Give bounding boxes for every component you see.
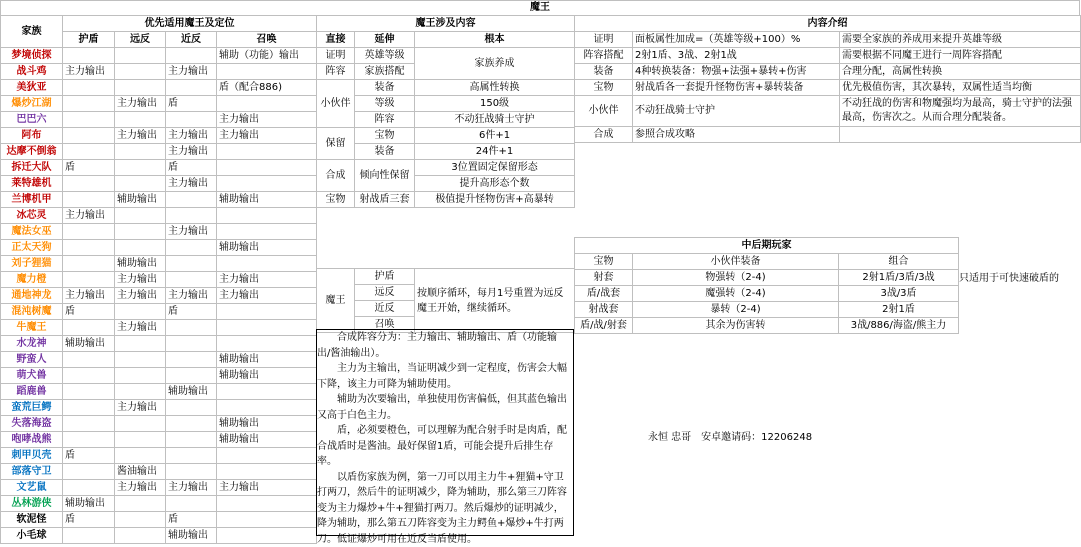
family-header[interactable]: 家族 [1,16,63,48]
family-role-cell[interactable]: 盾 [63,448,115,464]
family-name[interactable]: 魔力橙 [1,272,63,288]
family-row [1,528,317,544]
family-role-cell[interactable] [217,256,317,272]
family-role-cell[interactable]: 主力输出 [217,288,317,304]
intro-cell[interactable]: 合理分配，高属性转换 [840,64,1081,80]
involve-header[interactable]: 魔王涉及内容 [317,16,575,32]
family-role-cell[interactable] [63,144,115,160]
family-role-cell[interactable]: 盾（配合886) [217,80,317,96]
involve-col-extend[interactable]: 延伸 [355,32,415,48]
family-role-cell[interactable] [63,112,115,128]
family-col-header[interactable]: 护盾 [63,32,115,48]
family-row [1,208,317,224]
family-role-cell[interactable] [166,464,217,480]
family-role-cell[interactable] [115,160,166,176]
family-role-cell[interactable] [63,48,115,64]
family-role-cell[interactable] [115,432,166,448]
involve-cell[interactable]: 宝物 [355,128,415,144]
family-role-cell[interactable]: 辅助输出 [217,416,317,432]
family-role-cell[interactable]: 主力输出 [115,128,166,144]
family-row [1,240,317,256]
family-role-cell[interactable]: 辅助输出 [217,192,317,208]
family-role-cell[interactable]: 辅助输出 [217,352,317,368]
intro-cell[interactable]: 需要全家族的养成用来提升英雄等级 [840,32,1081,48]
family-row [1,144,317,160]
family-role-cell[interactable]: 主力输出 [217,128,317,144]
note-paragraph: 盾，必须要橙色，可以理解为配合射手时是肉盾，配合战盾时是酱油。最好保留1盾，可能会提升后排生存率。 [317,423,569,470]
family-role-cell[interactable] [166,112,217,128]
involve-cell[interactable]: 射战盾三套 [355,192,415,208]
family-row [1,96,317,112]
family-row [1,48,317,64]
mid-late-table [574,237,959,334]
mid-late-col-gear[interactable]: 小伙伴装备 [633,254,839,270]
mid-late-cell[interactable]: 3战/886/海盗/熊主力 [839,318,959,334]
family-role-cell[interactable] [166,352,217,368]
mid-late-cell[interactable]: 2射1盾 [839,302,959,318]
family-col-header[interactable]: 近反 [166,32,217,48]
mid-late-header[interactable]: 中后期玩家 [575,238,959,254]
family-role-cell[interactable]: 主力输出 [63,64,115,80]
family-role-cell[interactable]: 主力输出 [166,288,217,304]
involve-cell[interactable]: 装备 [355,144,415,160]
family-role-cell[interactable] [166,240,217,256]
family-name[interactable]: 小毛球 [1,528,63,544]
family-role-cell[interactable] [217,512,317,528]
intro-header[interactable]: 内容介绍 [575,16,1081,32]
family-role-cell[interactable] [63,320,115,336]
family-role-cell[interactable]: 盾 [166,512,217,528]
family-name[interactable]: 萌犬兽 [1,368,63,384]
family-role-cell[interactable] [63,240,115,256]
family-role-cell[interactable]: 主力输出 [217,272,317,288]
family-role-cell[interactable]: 辅助输出 [115,192,166,208]
family-role-cell[interactable] [217,496,317,512]
family-row [1,288,317,304]
intro-cell[interactable]: 合成 [575,127,633,143]
intro-cell[interactable]: 面板属性加成=（英雄等级+100）% [633,32,840,48]
family-role-cell[interactable]: 盾 [166,96,217,112]
family-row [1,416,317,432]
involve-table [316,15,575,208]
family-role-cell[interactable] [217,160,317,176]
family-role-cell[interactable] [63,400,115,416]
family-name[interactable]: 莱特雄机 [1,176,63,192]
involve-cell[interactable]: 150级 [415,96,575,112]
family-role-cell[interactable] [217,464,317,480]
intro-table [574,15,1081,143]
family-row [1,384,317,400]
family-role-cell[interactable] [63,96,115,112]
family-role-cell[interactable] [217,304,317,320]
involve-cell[interactable]: 提升高形态个数 [415,176,575,192]
family-row [1,368,317,384]
family-role-cell[interactable] [166,432,217,448]
mid-late-col-combo[interactable]: 组合 [839,254,959,270]
intro-cell[interactable]: 阵容搭配 [575,48,633,64]
family-row [1,256,317,272]
family-role-cell[interactable] [217,64,317,80]
intro-cell[interactable]: 宝物 [575,80,633,96]
intro-cell[interactable]: 不动狂战的伤害和物魔强均为最高，骑士守护的法强最高，伤害次之。从而合理分配装备。 [840,96,1081,127]
intro-cell[interactable]: 需要根据不同魔王进行一周阵容搭配 [840,48,1081,64]
intro-cell[interactable]: 不动狂战骑士守护 [633,96,840,127]
mid-late-cell[interactable]: 射战套 [575,302,633,318]
family-role-cell[interactable]: 盾 [166,160,217,176]
involve-cell[interactable]: 等级 [355,96,415,112]
family-role-cell[interactable] [63,432,115,448]
involve-cell[interactable]: 倾向性保留 [355,160,415,192]
family-role-cell[interactable] [217,208,317,224]
mid-late-note: 只适用于可快速破盾的 [959,269,1059,284]
family-row [1,192,317,208]
family-role-cell[interactable] [115,336,166,352]
family-name[interactable]: 丛林游侠 [1,496,63,512]
involve-cell[interactable]: 英雄等级 [355,48,415,64]
demon-type[interactable]: 召唤 [355,317,415,333]
intro-cell[interactable] [840,127,1081,143]
family-name[interactable]: 咆哮战熊 [1,432,63,448]
family-role-cell[interactable] [217,176,317,192]
family-role-cell[interactable] [115,368,166,384]
mid-late-col-treasure[interactable]: 宝物 [575,254,633,270]
mid-late-cell[interactable]: 物强转（2-4) [633,270,839,286]
family-row [1,272,317,288]
family-col-header[interactable]: 远反 [115,32,166,48]
family-name[interactable]: 冰芯灵 [1,208,63,224]
intro-cell[interactable]: 优先极值伤害，其次暴转，双属性适当均衡 [840,80,1081,96]
family-role-cell[interactable] [217,96,317,112]
family-row [1,496,317,512]
involve-col-root[interactable]: 根本 [415,32,575,48]
family-role-cell[interactable] [63,368,115,384]
family-name[interactable]: 美狄亚 [1,80,63,96]
family-role-cell[interactable]: 辅助输出 [63,336,115,352]
family-role-cell[interactable] [63,80,115,96]
intro-cell[interactable]: 参照合成攻略 [633,127,840,143]
family-role-cell[interactable]: 辅助输出 [217,368,317,384]
invite-code: 永恒 忠哥 安卓邀请码：12206248 [648,428,812,443]
family-role-cell[interactable]: 主力输出 [63,208,115,224]
family-role-cell[interactable] [115,48,166,64]
family-name[interactable]: 刺甲贝壳 [1,448,63,464]
family-role-cell[interactable] [63,176,115,192]
family-name[interactable]: 通地神龙 [1,288,63,304]
family-role-cell[interactable]: 酱油输出 [115,464,166,480]
involve-cell[interactable]: 高属性转换 [415,80,575,96]
involve-cell[interactable]: 装备 [355,80,415,96]
family-role-cell[interactable] [166,80,217,96]
family-role-cell[interactable] [166,320,217,336]
family-name[interactable]: 失落海盗 [1,416,63,432]
note-paragraph: 合成阵容分为：主力输出、辅助输出、盾（功能输出/酱油输出）。 [317,330,569,361]
family-role-cell[interactable]: 主力输出 [115,96,166,112]
involve-col-direct[interactable]: 直接 [317,32,355,48]
family-row [1,128,317,144]
family-role-cell[interactable] [63,480,115,496]
family-name[interactable]: 兰博机甲 [1,192,63,208]
family-row [1,224,317,240]
family-name[interactable]: 混沌树魔 [1,304,63,320]
family-role-cell[interactable]: 主力输出 [166,128,217,144]
family-role-cell[interactable]: 主力输出 [115,272,166,288]
family-name[interactable]: 蛮荒巨鳄 [1,400,63,416]
intro-cell[interactable]: 射战盾各一套提升怪物伤害+暴转装备 [633,80,840,96]
family-name[interactable]: 拆迁大队 [1,160,63,176]
family-role-cell[interactable] [63,384,115,400]
family-role-cell[interactable]: 主力输出 [63,288,115,304]
family-name[interactable]: 牛魔王 [1,320,63,336]
family-role-cell[interactable] [63,128,115,144]
family-role-cell[interactable] [166,400,217,416]
family-role-cell[interactable] [217,336,317,352]
family-role-cell[interactable] [115,112,166,128]
demon-label[interactable]: 魔王 [317,269,355,333]
family-role-cell[interactable] [166,448,217,464]
family-role-cell[interactable] [115,528,166,544]
intro-cell[interactable]: 2射1盾、3战、2射1战 [633,48,840,64]
demon-type[interactable]: 护盾 [355,269,415,285]
family-row [1,432,317,448]
family-role-cell[interactable] [217,400,317,416]
family-role-cell[interactable] [166,368,217,384]
family-role-cell[interactable]: 辅助输出 [217,432,317,448]
family-name[interactable]: 阿布 [1,128,63,144]
family-role-cell[interactable]: 辅助输出 [217,240,317,256]
family-role-cell[interactable] [115,80,166,96]
family-name[interactable]: 正太天狗 [1,240,63,256]
family-role-cell[interactable] [166,208,217,224]
mid-late-cell[interactable]: 魔强转（2-4) [633,286,839,302]
family-role-cell[interactable] [115,496,166,512]
family-name[interactable]: 巴巴六 [1,112,63,128]
demon-cycle[interactable]: 按顺序循环，每月1号重置为远反魔王开始，继续循环。 [415,269,575,333]
family-role-cell[interactable] [166,416,217,432]
family-name[interactable]: 蹈鹿兽 [1,384,63,400]
family-row [1,64,317,80]
family-role-cell[interactable]: 辅助输出 [166,528,217,544]
family-role-cell[interactable] [115,224,166,240]
family-name[interactable]: 野蛮人 [1,352,63,368]
family-row [1,304,317,320]
family-role-cell[interactable]: 主力输出 [115,320,166,336]
mid-late-cell[interactable]: 3战/3盾 [839,286,959,302]
note-paragraph: 辅助为次要输出，单独使用伤害偏低，但其蓝色输出又高于白色主力。 [317,392,569,423]
family-role-cell[interactable] [166,48,217,64]
family-name[interactable]: 刘子狸猫 [1,256,63,272]
family-role-cell[interactable]: 主力输出 [166,144,217,160]
mid-late-cell[interactable]: 2射1盾/3盾/3战 [839,270,959,286]
family-role-cell[interactable] [63,464,115,480]
family-row [1,112,317,128]
family-role-cell[interactable]: 主力输出 [217,112,317,128]
family-role-cell[interactable]: 主力输出 [115,288,166,304]
mid-late-cell[interactable]: 暴转（2-4) [633,302,839,318]
intro-cell[interactable]: 装备 [575,64,633,80]
involve-cell[interactable]: 证明 [317,48,355,64]
family-role-cell[interactable]: 主力输出 [166,64,217,80]
family-role-cell[interactable] [63,528,115,544]
family-role-cell[interactable]: 辅助输出 [63,496,115,512]
family-table [0,15,317,544]
family-role-cell[interactable]: 盾 [63,160,115,176]
family-role-cell[interactable]: 主力输出 [217,480,317,496]
family-role-cell[interactable] [115,512,166,528]
involve-cell[interactable]: 阵容 [317,64,355,80]
family-name[interactable]: 魔法女巫 [1,224,63,240]
family-row [1,320,317,336]
family-role-cell[interactable] [115,176,166,192]
family-role-cell[interactable] [115,384,166,400]
family-role-cell[interactable] [115,240,166,256]
involve-cell[interactable]: 阵容 [355,112,415,128]
family-role-cell[interactable]: 盾 [63,512,115,528]
family-role-cell[interactable] [166,272,217,288]
involve-cell[interactable]: 6件+1 [415,128,575,144]
title-table [0,0,1080,16]
family-role-cell[interactable]: 主力输出 [166,480,217,496]
family-role-cell[interactable] [166,336,217,352]
involve-cell[interactable]: 极值提升怪物伤害+高暴转 [415,192,575,208]
family-role-cell[interactable]: 辅助（功能）输出 [217,48,317,64]
family-role-cell[interactable] [217,224,317,240]
intro-cell[interactable]: 4种转换装备：物强+法强+暴转+伤害 [633,64,840,80]
family-name[interactable]: 爆炒江湖 [1,96,63,112]
involve-cell[interactable]: 家族搭配 [355,64,415,80]
intro-cell[interactable]: 小伙伴 [575,96,633,127]
family-row [1,352,317,368]
involve-cell[interactable]: 3位置固定保留形态 [415,160,575,176]
family-row [1,448,317,464]
family-role-cell[interactable]: 主力输出 [166,224,217,240]
family-name[interactable]: 达摩不倒翁 [1,144,63,160]
family-role-cell[interactable] [115,144,166,160]
family-col-header[interactable]: 召唤 [217,32,317,48]
family-role-cell[interactable] [217,320,317,336]
family-row [1,464,317,480]
family-role-cell[interactable] [217,144,317,160]
family-role-cell[interactable]: 主力输出 [115,480,166,496]
family-role-cell[interactable] [115,352,166,368]
mid-late-cell[interactable]: 盾/战套 [575,286,633,302]
family-name[interactable]: 部落守卫 [1,464,63,480]
family-role-cell[interactable]: 盾 [63,304,115,320]
family-row [1,400,317,416]
involve-cell[interactable]: 家族养成 [415,48,575,80]
family-role-cell[interactable]: 盾 [166,304,217,320]
priority-header[interactable]: 优先适用魔王及定位 [63,16,317,32]
family-role-cell[interactable]: 主力输出 [166,176,217,192]
demon-type[interactable]: 远反 [355,285,415,301]
family-role-cell[interactable] [63,224,115,240]
family-role-cell[interactable] [115,416,166,432]
family-role-cell[interactable] [217,528,317,544]
family-role-cell[interactable]: 辅助输出 [166,384,217,400]
family-role-cell[interactable] [217,384,317,400]
involve-cell[interactable]: 宝物 [317,192,355,208]
family-name[interactable]: 战斗鸡 [1,64,63,80]
demon-cycle-table [316,268,575,333]
family-role-cell[interactable] [63,352,115,368]
note-paragraph: 以盾伤家族为例，第一刀可以用主力牛+狸猫+守卫打两刀，然后牛的证明减少，降为辅助，那么第三刀阵容变为主力爆炒+牛+狸猫打两刀。然后爆炒的证明减少，降为辅助，那么第五刀阵容变为主力鳄鱼+爆炒+牛打两刀。低证爆炒可用在近反当盾使用。 [317,470,569,547]
sheet-title[interactable]: 魔王 [1,1,1080,16]
involve-cell[interactable]: 保留 [317,128,355,160]
mid-late-cell[interactable]: 盾/战/射套 [575,318,633,334]
family-role-cell[interactable] [166,496,217,512]
family-role-cell[interactable]: 主力输出 [115,400,166,416]
family-role-cell[interactable]: 辅助输出 [115,256,166,272]
demon-type[interactable]: 近反 [355,301,415,317]
family-role-cell[interactable] [115,304,166,320]
family-row [1,176,317,192]
family-name[interactable]: 文艺鼠 [1,480,63,496]
family-name[interactable]: 梦境侦探 [1,48,63,64]
involve-cell[interactable]: 不动狂战骑士守护 [415,112,575,128]
family-row [1,480,317,496]
notes-border [316,329,574,536]
involve-cell[interactable]: 小伙伴 [317,80,355,128]
family-name[interactable]: 水龙神 [1,336,63,352]
family-role-cell[interactable] [115,448,166,464]
family-role-cell[interactable] [63,416,115,432]
family-row [1,80,317,96]
family-role-cell[interactable] [166,192,217,208]
family-role-cell[interactable] [63,272,115,288]
involve-cell[interactable]: 24件+1 [415,144,575,160]
family-name[interactable]: 软泥怪 [1,512,63,528]
family-role-cell[interactable] [115,64,166,80]
mid-late-cell[interactable]: 射套 [575,270,633,286]
family-role-cell[interactable] [217,448,317,464]
family-row [1,160,317,176]
family-role-cell[interactable] [166,256,217,272]
note-paragraph: 主力为主输出，当证明减少到一定程度，伤害会大幅下降，该主力可降为辅助使用。 [317,361,569,392]
family-role-cell[interactable] [63,192,115,208]
involve-cell[interactable]: 合成 [317,160,355,192]
family-role-cell[interactable] [115,208,166,224]
family-role-cell[interactable] [63,256,115,272]
mid-late-cell[interactable]: 其余为伤害转 [633,318,839,334]
family-row [1,512,317,528]
family-row [1,336,317,352]
intro-cell[interactable]: 证明 [575,32,633,48]
